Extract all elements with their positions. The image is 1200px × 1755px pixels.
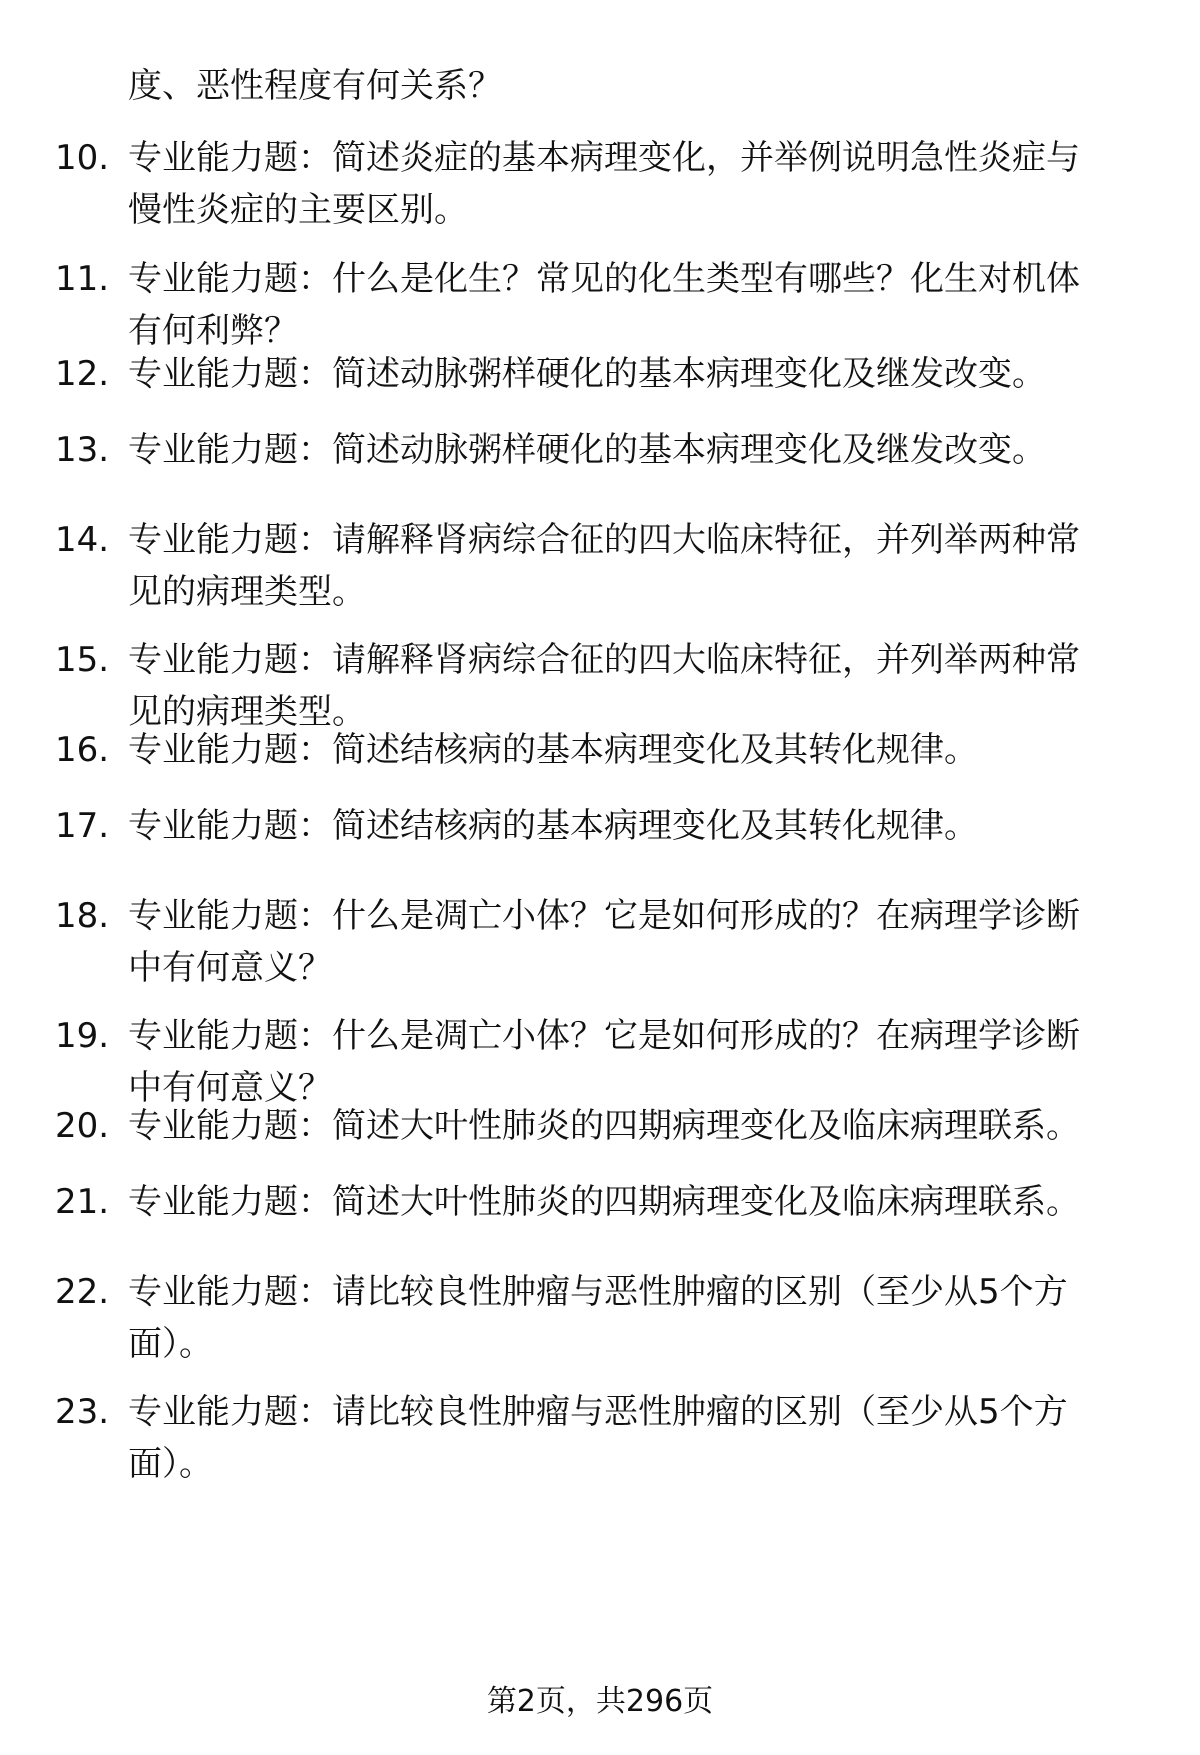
- question-number: 13.: [55, 430, 110, 470]
- question-text: [128, 724, 1148, 776]
- question-text: [128, 800, 1148, 852]
- question-number: 21.: [55, 1182, 110, 1222]
- question-text: [128, 1010, 1148, 1114]
- question-text-line: 专业能力题：简述大叶性肺炎的四期病理变化及临床病理联系。: [128, 1106, 1080, 1146]
- question-number: 22.: [55, 1272, 110, 1312]
- question-text-line: 专业能力题：简述大叶性肺炎的四期病理变化及临床病理联系。: [128, 1182, 1080, 1222]
- question-text: [128, 1100, 1148, 1152]
- question-text-line: 专业能力题：请比较良性肿瘤与恶性肿瘤的区别（至少从5个方: [128, 1392, 1068, 1432]
- question-text-line: 面）。: [128, 1324, 213, 1364]
- question-text: [128, 634, 1148, 738]
- question-text-line: 面）。: [128, 1444, 213, 1484]
- question-number: 23.: [55, 1392, 110, 1432]
- question-text-line: 专业能力题：请解释肾病综合征的四大临床特征，并列举两种常: [128, 640, 1080, 680]
- question-number: 20.: [55, 1106, 110, 1146]
- question-text-line: 专业能力题：简述结核病的基本病理变化及其转化规律。: [128, 730, 978, 770]
- question-number: 19.: [55, 1016, 110, 1056]
- question-text-line: 专业能力题：简述炎症的基本病理变化，并举例说明急性炎症与: [128, 138, 1080, 178]
- question-number: 10.: [55, 138, 110, 178]
- question-text-line: 中有何意义？: [128, 948, 332, 988]
- question-text: [128, 1266, 1148, 1370]
- question-text-line: 专业能力题：简述动脉粥样硬化的基本病理变化及继发改变。: [128, 354, 1046, 394]
- question-text-line: 专业能力题：简述动脉粥样硬化的基本病理变化及继发改变。: [128, 430, 1046, 470]
- question-text-line: 慢性炎症的主要区别。: [128, 190, 468, 230]
- question-number: 16.: [55, 730, 110, 770]
- question-text-line: 专业能力题：简述结核病的基本病理变化及其转化规律。: [128, 806, 978, 846]
- question-text: [128, 348, 1148, 400]
- question-text: [128, 890, 1148, 994]
- question-text-line: 见的病理类型。: [128, 572, 366, 612]
- question-text-line: 见的病理类型。: [128, 692, 366, 732]
- question-text: [128, 253, 1148, 357]
- question-text-line: 有何利弊？: [128, 311, 298, 351]
- question-number: 18.: [55, 896, 110, 936]
- page-number-footer: 第2页，共296页: [486, 1684, 714, 1719]
- question-number: 11.: [55, 259, 110, 299]
- question-text-line: 专业能力题：请解释肾病综合征的四大临床特征，并列举两种常: [128, 520, 1080, 560]
- question-text: [128, 1176, 1148, 1228]
- question-text-line: 专业能力题：什么是凋亡小体？它是如何形成的？在病理学诊断: [128, 1016, 1080, 1056]
- question-text-line: 专业能力题：请比较良性肿瘤与恶性肿瘤的区别（至少从5个方: [128, 1272, 1068, 1312]
- question-text: [128, 514, 1148, 618]
- question-text: [128, 424, 1148, 476]
- question-text: [128, 1386, 1148, 1490]
- question-text-line: 专业能力题：什么是凋亡小体？它是如何形成的？在病理学诊断: [128, 896, 1080, 936]
- question-number: 15.: [55, 640, 110, 680]
- question-number: 14.: [55, 520, 110, 560]
- question-number: 17.: [55, 806, 110, 846]
- question-text-line: 中有何意义？: [128, 1068, 332, 1108]
- continued-question-text: 度、恶性程度有何关系？: [128, 66, 502, 106]
- question-number: 12.: [55, 354, 110, 394]
- question-text: [128, 132, 1148, 236]
- question-text-line: 专业能力题：什么是化生？常见的化生类型有哪些？化生对机体: [128, 259, 1080, 299]
